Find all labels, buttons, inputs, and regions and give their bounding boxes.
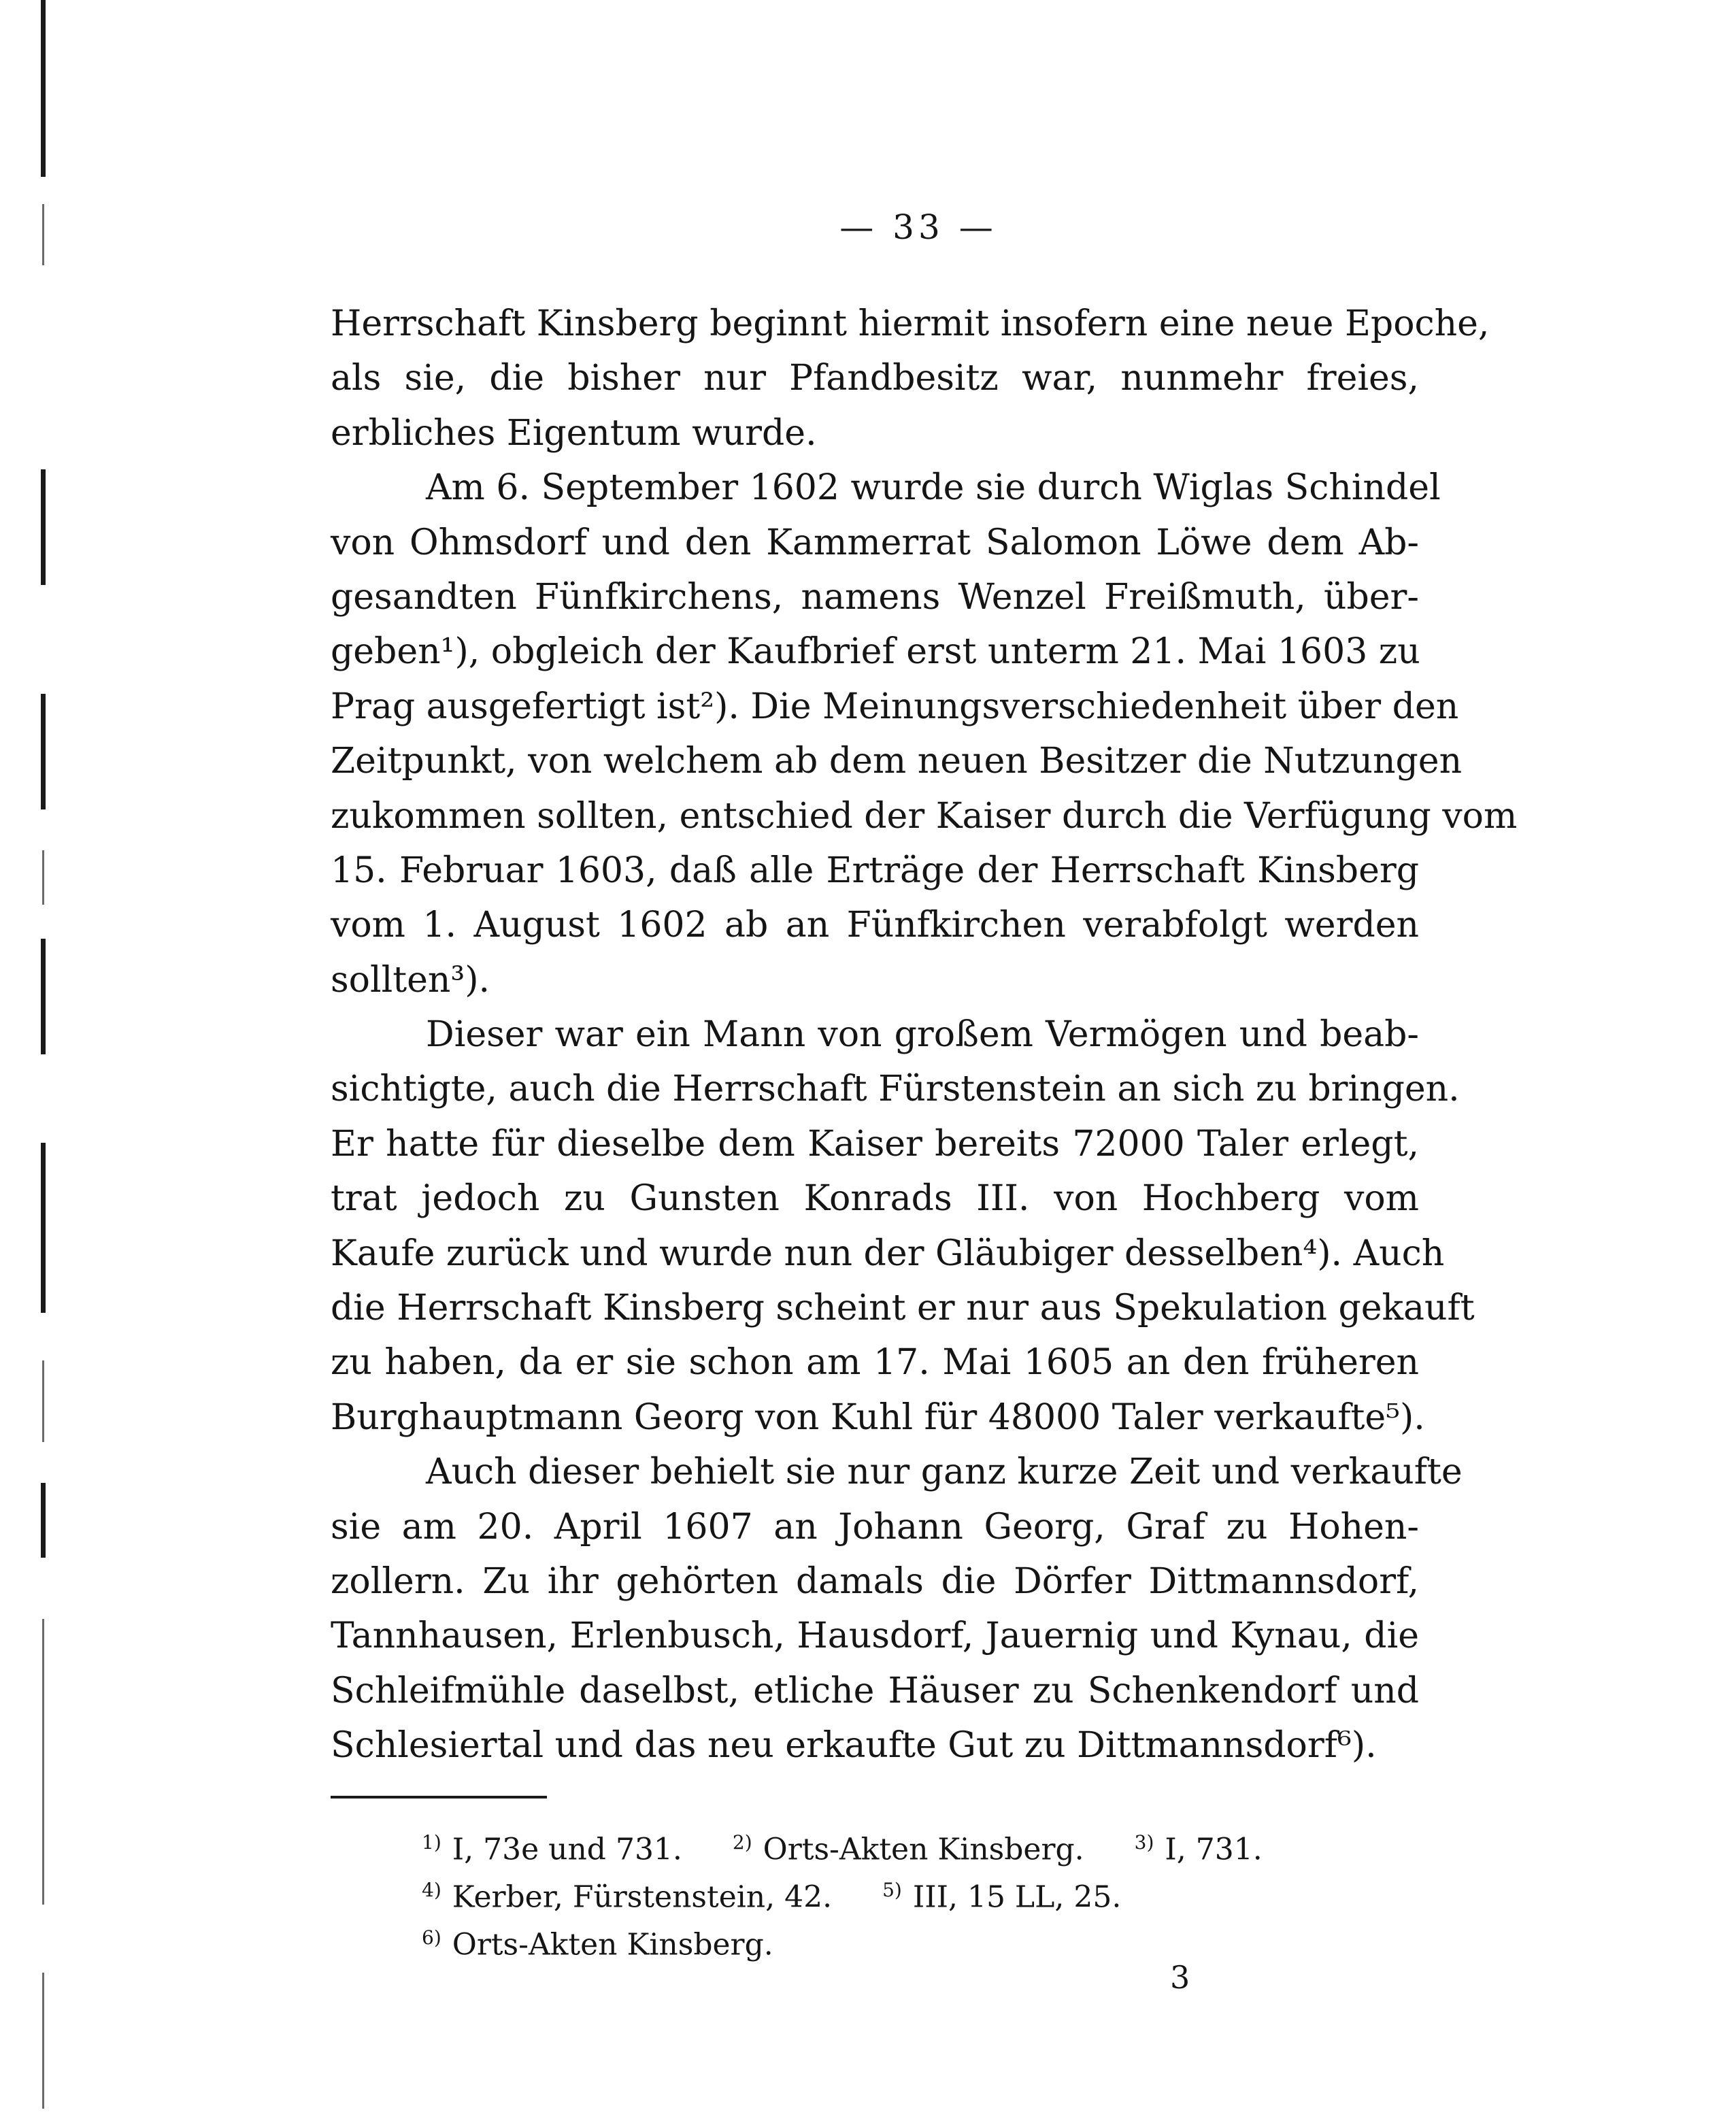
text-line: zukommen sollten, entschied der Kaiser durch die Verfügung vom <box>331 795 1518 837</box>
scan-edge-mark <box>41 0 46 177</box>
text-line: Auch dieser behielt sie nur ganz kurze Zeit und verkaufte <box>426 1452 1463 1493</box>
text-line: erbliches Eigentum wurde. <box>331 412 817 454</box>
footnote-3 <box>1135 1819 1263 1874</box>
text-line: Am 6. September 1602 wurde sie durch Wiglas Schindel <box>426 467 1441 509</box>
footnote-6 <box>422 1914 773 1969</box>
text-line: Tannhausen, Erlenbusch, Hausdorf, Jauernig und Kynau, die <box>331 1616 1419 1657</box>
text-line: von Ohmsdorf und den Kammerrat Salomon Löwe dem Ab- <box>331 522 1419 563</box>
footnote-text: I, 731. <box>1165 1832 1263 1867</box>
footnote-mark: 5) <box>882 1879 902 1901</box>
text-line: 15. Februar 1603, daß alle Erträge der Herrschaft Kinsberg <box>331 850 1419 891</box>
scan-edge-mark <box>41 694 46 809</box>
text-line: Zeitpunkt, von welchem ab dem neuen Besitzer die Nutzungen <box>331 741 1463 782</box>
scan-edge-mark <box>42 1619 44 1905</box>
text-line: die Herrschaft Kinsberg scheint er nur aus Spekulation gekauft <box>331 1288 1475 1329</box>
text-line: Schleifmühle daselbst, etliche Häuser zu Schenkendorf und <box>331 1670 1419 1711</box>
scan-edge-mark <box>41 1143 46 1313</box>
scan-edge-mark <box>42 1973 44 2109</box>
scan-edge <box>41 0 48 2125</box>
footnote-1 <box>422 1819 682 1874</box>
footnote-mark: 2) <box>732 1831 752 1854</box>
footnote-line <box>422 1819 1415 1867</box>
footnotes <box>422 1819 1415 1962</box>
text-line: sollten³). <box>331 959 490 1001</box>
footnote-text: Orts-Akten Kinsberg. <box>452 1927 773 1962</box>
footnote-mark: 1) <box>422 1831 441 1854</box>
text-line: Burghauptmann Georg von Kuhl für 48000 Taler verkaufte⁵). <box>331 1396 1425 1438</box>
footnote-5 <box>882 1867 1121 1922</box>
scan-edge-mark <box>42 850 44 905</box>
scan-edge-mark <box>41 469 46 585</box>
scan-edge-mark <box>41 1483 46 1558</box>
scan-edge-mark <box>41 939 46 1054</box>
scan-edge-mark <box>42 204 44 265</box>
text-line: sie am 20. April 1607 an Johann Georg, Graf zu Hohen- <box>331 1506 1419 1547</box>
text-line: gesandten Fünfkirchens, namens Wenzel Freißmuth, über- <box>331 576 1419 618</box>
signature-mark: 3 <box>1170 1959 1190 1996</box>
text-line: Herrschaft Kinsberg beginnt hiermit insofern eine neue Epoche, <box>331 303 1490 344</box>
text-line: Schlesiertal und das neu erkaufte Gut zu Dittmannsdorf⁶). <box>331 1725 1377 1767</box>
footnote-text: III, 15 LL, 25. <box>912 1879 1122 1915</box>
text-line: Prag ausgefertigt ist²). Die Meinungsverschiedenheit über den <box>331 686 1459 727</box>
footnote-text: Kerber, Fürstenstein, 42. <box>452 1879 833 1915</box>
footnote-rule <box>331 1796 547 1798</box>
text-line: trat jedoch zu Gunsten Konrads III. von Hochberg vom <box>331 1178 1419 1220</box>
footnote-mark: 4) <box>422 1879 441 1901</box>
footnote-text: Orts-Akten Kinsberg. <box>763 1832 1084 1867</box>
text-line: zollern. Zu ihr gehörten damals die Dörfer Dittmannsdorf, <box>331 1560 1419 1602</box>
page-number-header: — 33 — <box>839 207 997 247</box>
text-line: sichtigte, auch die Herrschaft Fürstenstein an sich zu bringen. <box>331 1069 1460 1110</box>
footnote-2 <box>733 1819 1084 1874</box>
footnote-mark: 6) <box>422 1926 441 1949</box>
text-line: Dieser war ein Mann von großem Vermögen und beab- <box>426 1014 1419 1056</box>
text-line: Kaufe zurück und wurde nun der Gläubiger desselben⁴). Auch <box>331 1233 1445 1274</box>
scan-edge-mark <box>42 1360 44 1442</box>
footnote-4 <box>422 1867 832 1922</box>
text-line: zu haben, da er sie schon am 17. Mai 1605 an den früheren <box>331 1342 1419 1384</box>
footnote-line <box>422 1867 1415 1914</box>
text-line: geben¹), obgleich der Kaufbrief erst unterm 21. Mai 1603 zu <box>331 631 1420 673</box>
text-line: als sie, die bisher nur Pfandbesitz war, nunmehr freies, <box>331 358 1419 399</box>
text-line: vom 1. August 1602 ab an Fünfkirchen verabfolgt werden <box>331 905 1419 946</box>
text-line: Er hatte für dieselbe dem Kaiser bereits 72000 Taler erlegt, <box>331 1123 1419 1165</box>
footnote-text: I, 73e und 731. <box>452 1832 682 1867</box>
footnote-mark: 3) <box>1134 1831 1154 1854</box>
body-text <box>331 297 1518 1773</box>
